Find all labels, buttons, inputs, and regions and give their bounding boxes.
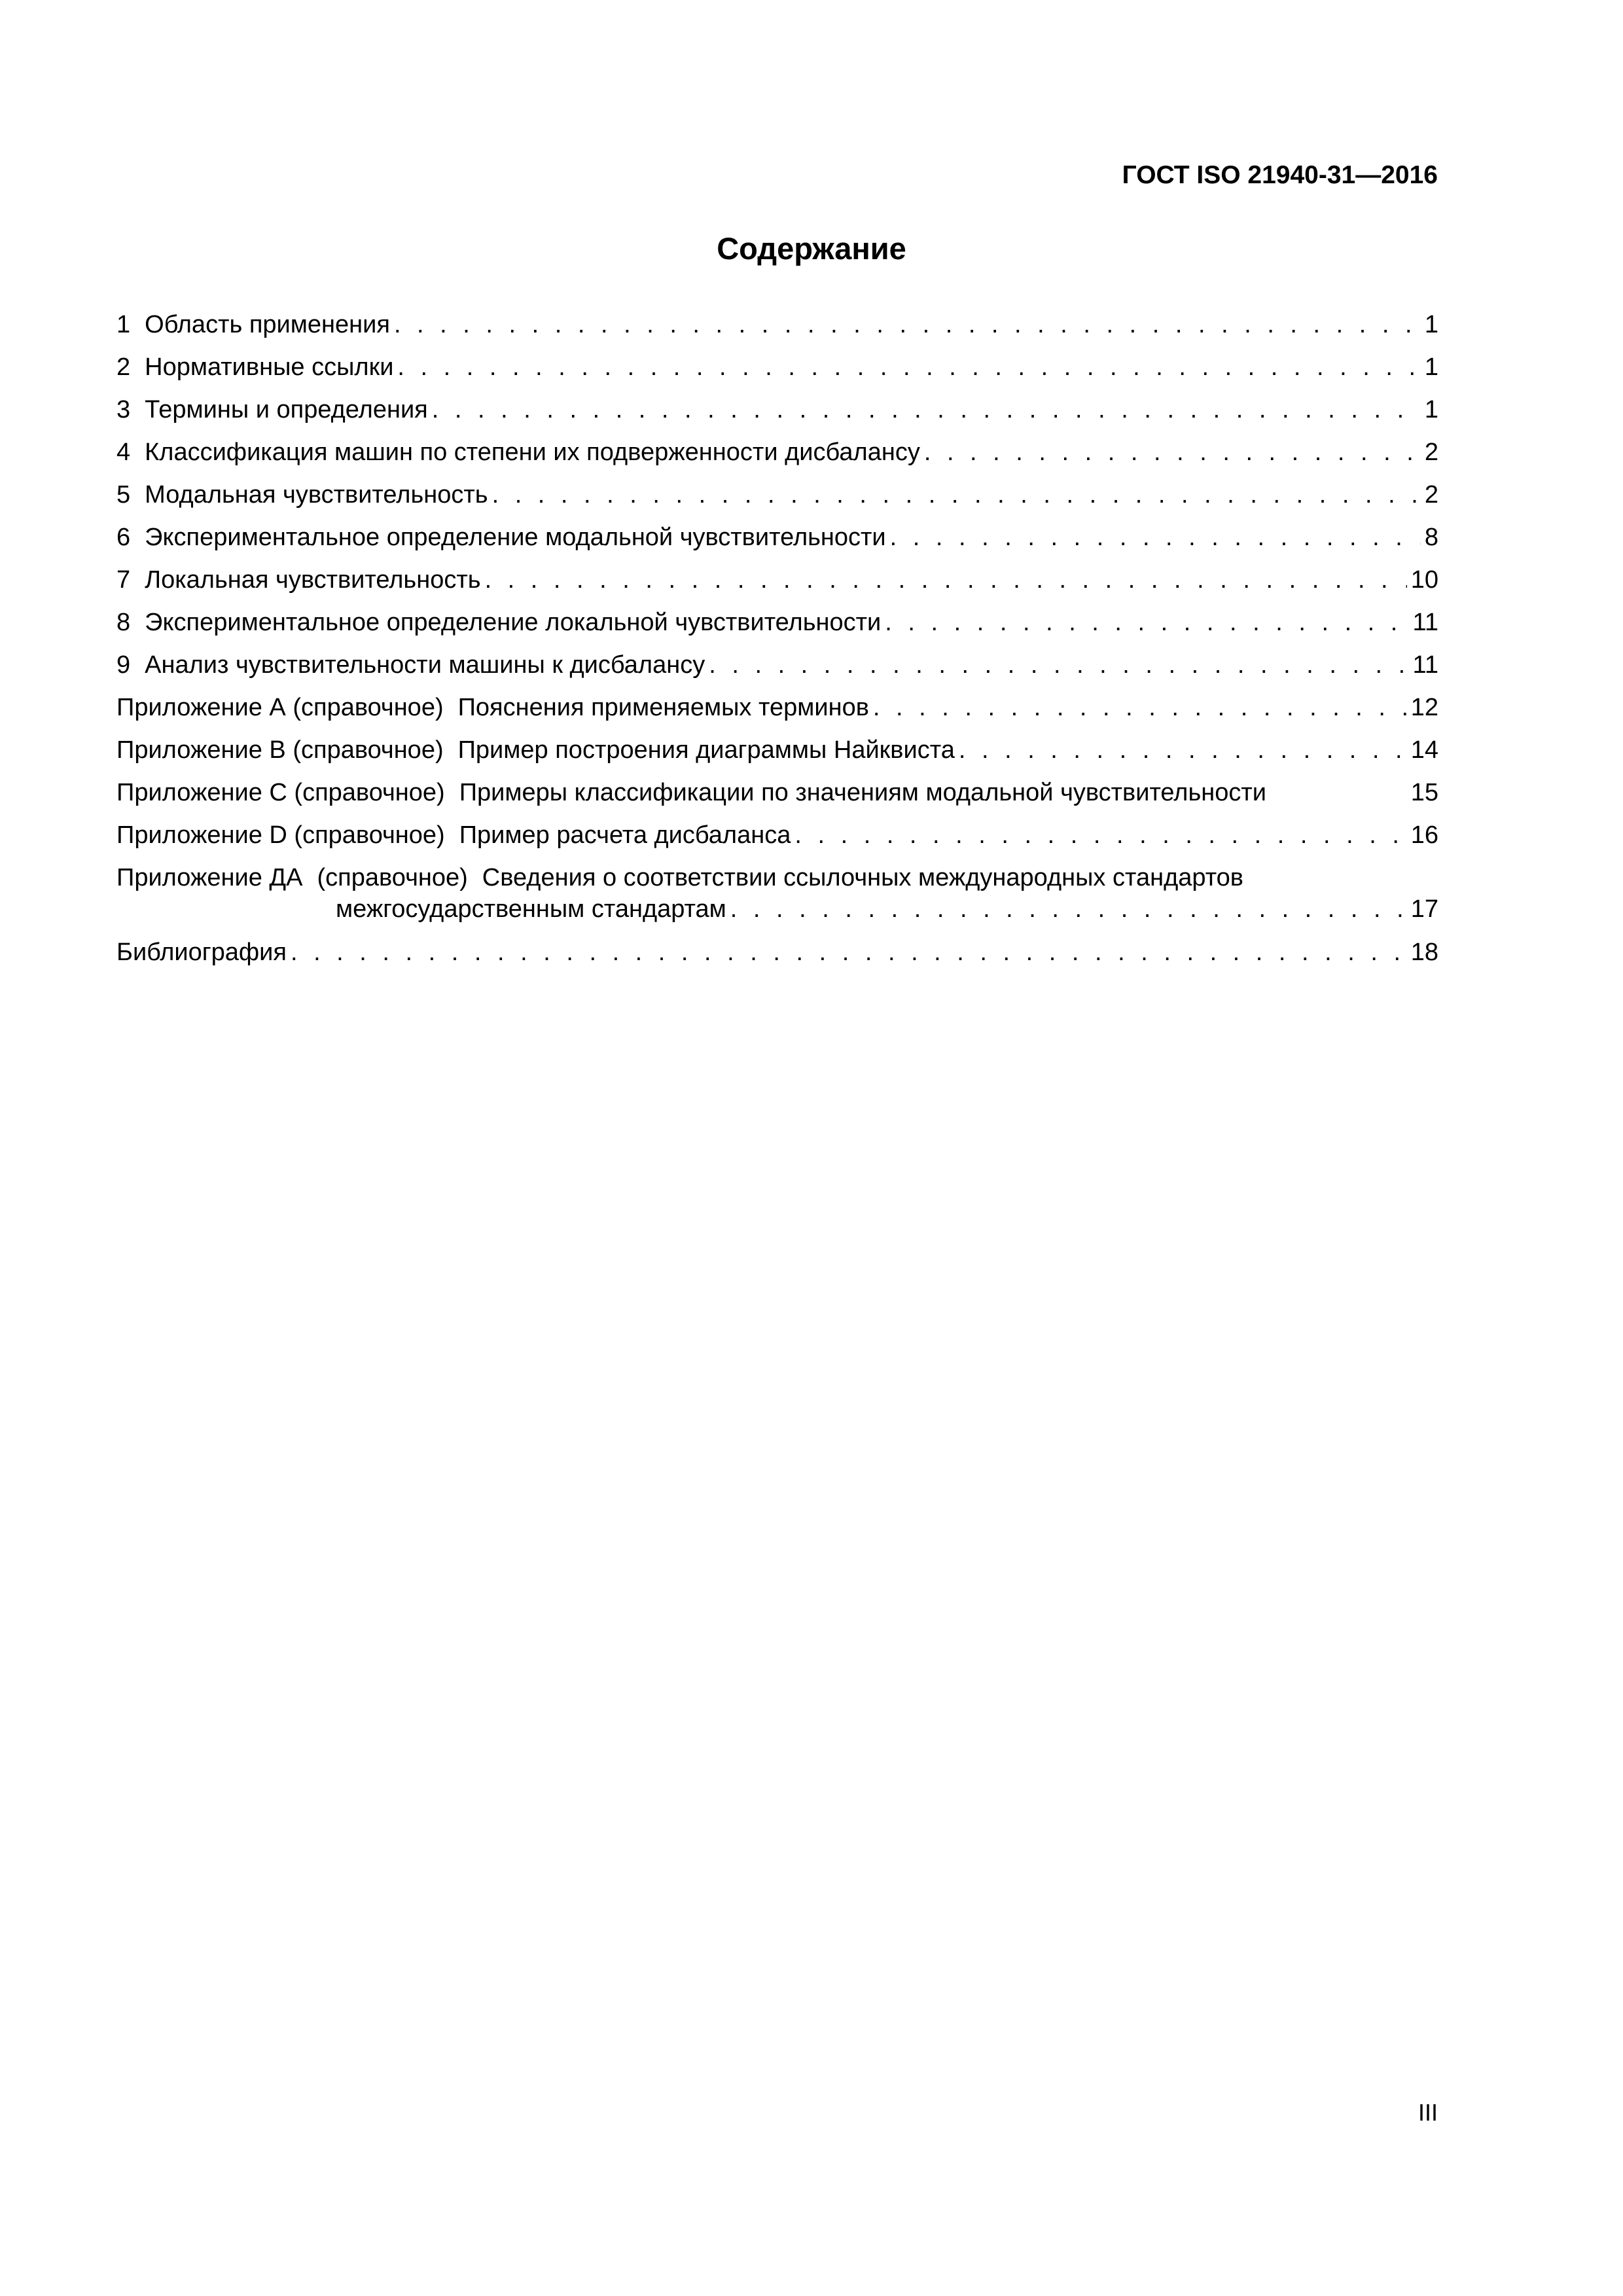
toc-dot-leader: [492, 474, 1421, 516]
toc-entry-title: Область применения: [145, 311, 390, 338]
toc-entry-page: 2: [1424, 481, 1438, 509]
toc-appendix-label: Приложение В (справочное): [116, 736, 444, 764]
toc-dot-leader: [291, 931, 1407, 974]
toc-appendix-label: Приложение А (справочное): [116, 694, 444, 721]
toc-entry-page: 1: [1424, 353, 1438, 381]
toc-entry-page: 11: [1412, 609, 1438, 636]
toc-entry-1[interactable]: [116, 304, 1438, 346]
toc-appendix-b[interactable]: [116, 729, 1438, 772]
toc-entry-title: Модальная чувствительность: [145, 481, 488, 509]
toc-entry-number: 8: [116, 609, 131, 636]
toc-entry-title: Нормативные ссылки: [145, 353, 394, 381]
toc-entry-5[interactable]: [116, 474, 1438, 516]
toc-appendix-a[interactable]: [116, 687, 1438, 729]
toc-entry-number: 1: [116, 311, 131, 338]
toc-entry-3[interactable]: [116, 389, 1438, 431]
toc-dot-leader: [890, 516, 1421, 559]
toc-dot-leader: [885, 601, 1408, 644]
toc-appendix-label: Приложение С (справочное): [116, 779, 445, 806]
toc-bibliography-page: 18: [1410, 939, 1438, 966]
toc-entry-page: 8: [1424, 524, 1438, 551]
toc-entry-number: 7: [116, 566, 131, 594]
toc-dot-leader: [394, 304, 1421, 346]
toc-bibliography-title: Библиография: [116, 939, 287, 966]
toc-title: Содержание: [717, 231, 906, 266]
toc-appendix-title-cont: межгосударственным стандартам: [336, 895, 726, 923]
toc-appendix-title: Пример построения диаграммы Найквиста: [457, 736, 955, 764]
page-number: III: [1418, 2099, 1438, 2126]
toc-entry-number: 3: [116, 396, 131, 423]
toc-appendix-label: Приложение D (справочное): [116, 821, 445, 849]
toc-dot-leader: [794, 814, 1406, 857]
toc-entry-7[interactable]: [116, 559, 1438, 601]
toc-entry-page: 1: [1424, 396, 1438, 423]
toc-appendix-da[interactable]: [116, 857, 1438, 931]
toc-entry-page: 1: [1424, 311, 1438, 338]
toc-appendix-title: Примеры классификации по значениям модальной чувствительности: [459, 779, 1267, 806]
toc-dot-leader: [730, 893, 1407, 925]
toc-appendix-page: 12: [1410, 694, 1438, 721]
toc-dot-leader: [959, 729, 1407, 772]
toc-entry-number: 9: [116, 651, 131, 679]
toc-entry-page: 2: [1424, 439, 1438, 466]
toc-entry-title: Анализ чувствительности машины к дисбалансу: [145, 651, 705, 679]
toc-entry-9[interactable]: [116, 644, 1438, 687]
toc-entry-4[interactable]: [116, 431, 1438, 474]
toc-dot-leader: [432, 389, 1421, 431]
toc-appendix-da-line1: [116, 862, 1438, 893]
toc-entry-page: 10: [1410, 566, 1438, 594]
toc-appendix-page: 17: [1410, 895, 1438, 923]
toc-entry-title: Классификация машин по степени их подверженности дисбалансу: [145, 439, 920, 466]
toc-dot-leader: [485, 559, 1407, 601]
toc-entry-title: Локальная чувствительность: [145, 566, 481, 594]
toc-entry-number: 5: [116, 481, 131, 509]
toc-entry-title: Термины и определения: [145, 396, 428, 423]
toc-appendix-title: Сведения о соответствии ссылочных международных стандартов: [482, 864, 1243, 891]
toc-appendix-d[interactable]: [116, 814, 1438, 857]
table-of-contents: [116, 304, 1438, 974]
toc-dot-leader: [397, 346, 1420, 389]
toc-entry-8[interactable]: [116, 601, 1438, 644]
toc-entry-6[interactable]: [116, 516, 1438, 559]
toc-entry-page: 11: [1412, 651, 1438, 679]
toc-appendix-page: 15: [1410, 779, 1438, 806]
toc-appendix-c[interactable]: [116, 772, 1438, 814]
toc-entry-title: Экспериментальное определение локальной чувствительности: [145, 609, 882, 636]
toc-appendix-label: Приложение ДА: [116, 864, 303, 891]
toc-appendix-page: 14: [1410, 736, 1438, 764]
toc-appendix-page: 16: [1410, 821, 1438, 849]
toc-dot-leader: [924, 431, 1421, 474]
toc-entry-number: 2: [116, 353, 131, 381]
toc-appendix-type: (справочное): [317, 864, 468, 891]
toc-appendix-da-line2: [116, 893, 1438, 925]
toc-entry-title: Экспериментальное определение модальной чувствительности: [145, 524, 886, 551]
toc-entry-2[interactable]: [116, 346, 1438, 389]
toc-entry-number: 4: [116, 439, 131, 466]
toc-dot-leader: [873, 687, 1407, 729]
toc-appendix-title: Пример расчета дисбаланса: [459, 821, 791, 849]
toc-entry-number: 6: [116, 524, 131, 551]
toc-appendix-title: Пояснения применяемых терминов: [457, 694, 869, 721]
toc-bibliography[interactable]: [116, 931, 1438, 974]
toc-dot-leader: [709, 644, 1408, 687]
document-code: ГОСТ ISO 21940-31—2016: [1122, 161, 1438, 189]
